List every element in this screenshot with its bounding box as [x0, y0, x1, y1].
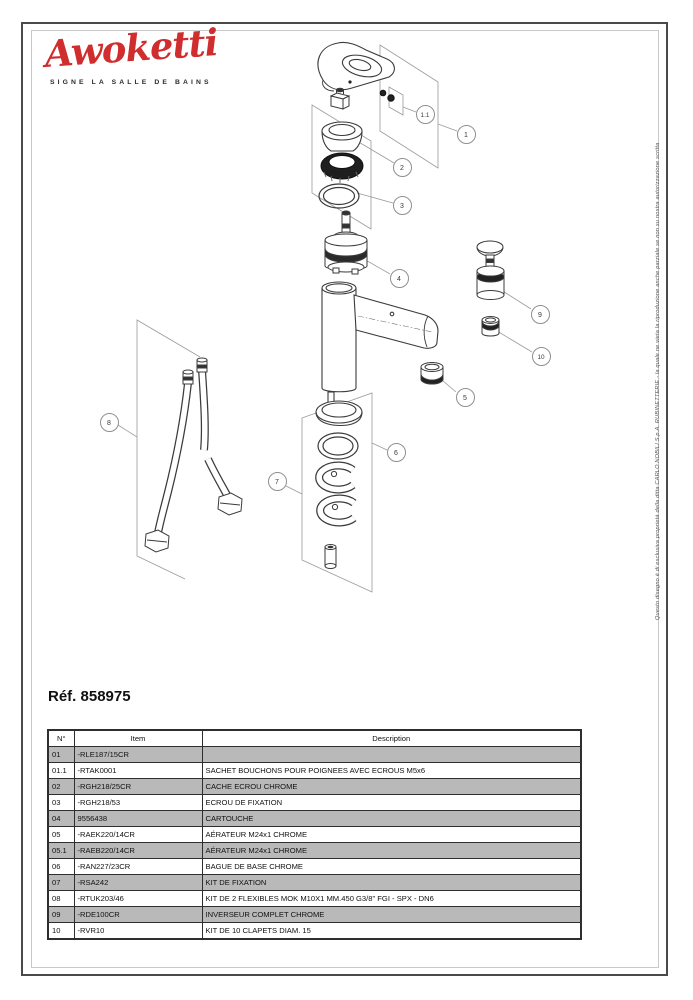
cell-item: -RAN227/23CR	[74, 859, 202, 875]
header-item: Item	[74, 730, 202, 747]
cell-item: 9556438	[74, 811, 202, 827]
table-row	[48, 779, 581, 795]
cell-no: 03	[48, 795, 74, 811]
cell-item: -RTAK0001	[74, 763, 202, 779]
cell-description	[202, 747, 581, 763]
cell-item: -RVR10	[74, 923, 202, 940]
table-row	[48, 827, 581, 843]
callout-7: 7	[268, 472, 287, 491]
callout-5: 5	[456, 388, 475, 407]
cell-description: KIT DE 10 CLAPETS DIAM. 15	[202, 923, 581, 940]
parts-table	[47, 729, 582, 940]
cell-description: BAGUE DE BASE CHROME	[202, 859, 581, 875]
cell-no: 07	[48, 875, 74, 891]
callout-1-1: 1.1	[416, 105, 435, 124]
cell-description: INVERSEUR COMPLET CHROME	[202, 907, 581, 923]
table-row	[48, 907, 581, 923]
table-header-row	[48, 730, 581, 747]
cell-description: CACHE ECROU CHROME	[202, 779, 581, 795]
copyright-side-note: Questo disegno è di esclusiva proprietà della ditta CARLO NOBILI S.p.A. RUBINETTERIE - la quale ne vieta la riproduzione anche parziale se non su nostra autorizzazione scritta	[655, 142, 661, 620]
table-row	[48, 795, 581, 811]
cell-item: -RAEK220/14CR	[74, 827, 202, 843]
cell-description: AÉRATEUR M24x1 CHROME	[202, 843, 581, 859]
cell-item: -RLE187/15CR	[74, 747, 202, 763]
cell-no: 01	[48, 747, 74, 763]
callout-10: 10	[532, 347, 551, 366]
callout-4: 4	[390, 269, 409, 288]
cell-no: 05.1	[48, 843, 74, 859]
diverter-part	[477, 241, 504, 300]
cell-no: 06	[48, 859, 74, 875]
cell-description: KIT DE FIXATION	[202, 875, 581, 891]
header-no: N°	[48, 730, 74, 747]
cell-item: -RGH218/53	[74, 795, 202, 811]
table-row	[48, 763, 581, 779]
cell-no: 01.1	[48, 763, 74, 779]
table-row	[48, 747, 581, 763]
knurled-ring-part	[321, 153, 363, 183]
table-row	[48, 891, 581, 907]
cell-description: KIT DE 2 FLEXIBLES MOK M10X1 MM.450 G3/8" FGI - SPX - DN6	[202, 891, 581, 907]
cell-no: 04	[48, 811, 74, 827]
base-ring-part	[316, 401, 362, 459]
faucet-body-part	[322, 282, 438, 412]
table-row	[48, 843, 581, 859]
cell-description: AÉRATEUR M24x1 CHROME	[202, 827, 581, 843]
cell-description: SACHET BOUCHONS POUR POIGNEES AVEC ECROUS M5x6	[202, 763, 581, 779]
cell-item: -RTUK203/46	[74, 891, 202, 907]
fixation-kit-part	[319, 466, 354, 569]
table-row	[48, 923, 581, 940]
handle-part	[318, 42, 394, 91]
cell-no: 02	[48, 779, 74, 795]
table-row	[48, 859, 581, 875]
brand-logo-tagline: SIGNE LA SALLE DE BAINS	[50, 79, 212, 86]
cell-description: ECROU DE FIXATION	[202, 795, 581, 811]
callout-8: 8	[100, 413, 119, 432]
callout-2: 2	[393, 158, 412, 177]
screws-part	[380, 90, 394, 101]
cell-no: 10	[48, 923, 74, 940]
cartridge-part	[325, 211, 367, 274]
cell-description: CARTOUCHE	[202, 811, 581, 827]
cell-no: 09	[48, 907, 74, 923]
header-description: Description	[202, 730, 581, 747]
cell-item: -RDE100CR	[74, 907, 202, 923]
clapet-part	[482, 317, 499, 337]
table-row	[48, 875, 581, 891]
callout-1: 1	[457, 125, 476, 144]
o-ring-part	[319, 184, 359, 208]
callout-3: 3	[393, 196, 412, 215]
reference-number: Réf. 858975	[48, 688, 131, 705]
cell-no: 05	[48, 827, 74, 843]
cell-no: 08	[48, 891, 74, 907]
cache-ecrou-part	[322, 122, 362, 151]
cell-item: -RAEB220/14CR	[74, 843, 202, 859]
table-row	[48, 811, 581, 827]
callout-9: 9	[531, 305, 550, 324]
brand-logo-script: Awoketti	[43, 20, 219, 76]
aerator-part	[421, 363, 443, 385]
cell-item: -RGH218/25CR	[74, 779, 202, 795]
flexible-hoses-part	[145, 358, 242, 552]
cell-item: -RSA242	[74, 875, 202, 891]
callout-6: 6	[387, 443, 406, 462]
